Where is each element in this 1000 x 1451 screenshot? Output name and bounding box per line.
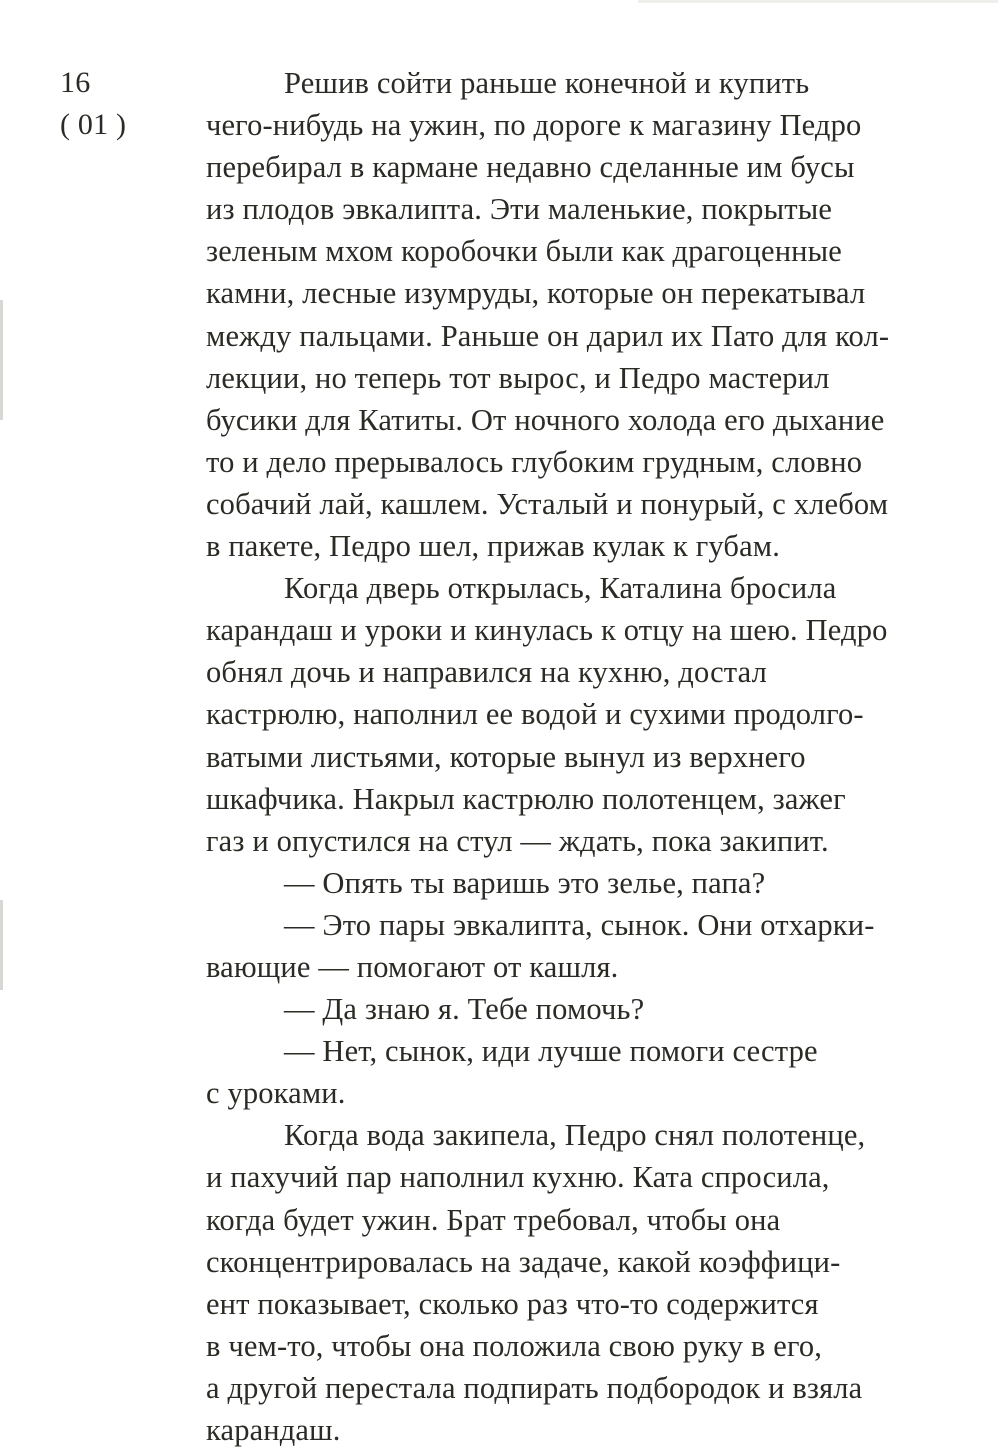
text-line: Решив сойти раньше конечной и купить [284, 66, 810, 100]
text-line: лекции, но теперь тот вырос, и Педро мастерил [206, 360, 830, 395]
text-line: то и дело прерывалось глубоким грудным, словно [206, 444, 863, 479]
text-line: с уроками. [206, 1076, 346, 1111]
chapter-mark: ( 01 ) [60, 108, 127, 141]
text-line: когда будет ужин. Брат требовал, чтобы она [206, 1202, 781, 1237]
text-line: — Опять ты варишь это зелье, папа? [284, 865, 766, 900]
text-line: карандаш и уроки и кинулась к отцу на шею. Педро [206, 613, 888, 648]
text-line: — Это пары эвкалипта, сынок. Они отхарки- [284, 907, 875, 942]
scan-edge-top [638, 0, 998, 3]
text-line: — Нет, сынок, иди лучше помоги сестре [284, 1034, 818, 1069]
text-line: карандаш. [206, 1413, 341, 1447]
text-line: между пальцами. Раньше он дарил их Пато для кол- [206, 318, 890, 353]
text-line: — Да знаю я. Тебе помочь? [284, 992, 645, 1027]
text-line: в пакете, Педро шел, прижав кулак к губам. [206, 529, 781, 564]
scan-edge-left-lower [0, 900, 3, 990]
text-line: кастрюлю, наполнил ее водой и сухими продолго- [206, 697, 864, 732]
text-line: зеленым мхом коробочки были как драгоценные [206, 234, 842, 269]
text-line: ватыми листьями, которые вынул из верхнего [206, 739, 806, 774]
text-line: шкафчика. Накрыл кастрюлю полотенцем, зажег [206, 781, 846, 816]
text-line: камни, лесные изумруды, которые он перекатывал [206, 276, 866, 311]
text-line: ент показывает, сколько раз что-то содержится [206, 1286, 819, 1321]
page-number: 16 [60, 66, 91, 99]
text-line: Когда дверь открылась, Каталина бросила [284, 571, 837, 606]
text-line: чего-нибудь на ужин, по дороге к магазину Педро [206, 108, 862, 143]
text-line: и пахучий пар наполнил кухню. Ката спросила, [206, 1160, 830, 1195]
margin-notes [60, 62, 126, 146]
text-line: обнял дочь и направился на кухню, достал [206, 655, 767, 690]
scan-edge-left [0, 300, 3, 420]
text-line: бусики для Катиты. От ночного холода его дыхание [206, 402, 885, 437]
text-line: вающие — помогают от кашля. [206, 949, 619, 984]
text-line: газ и опустился на стул — ждать, пока закипит. [206, 823, 829, 858]
text-line: Когда вода закипела, Педро снял полотенце, [284, 1118, 866, 1153]
text-line: а другой перестала подпирать подбородок и взяла [206, 1370, 863, 1405]
text-line: собачий лай, кашлем. Усталый и понурый, с хлебом [206, 486, 889, 521]
text-line: сконцентрировалась на задаче, какой коэффици- [206, 1244, 841, 1279]
text-line: перебирал в кармане недавно сделанные им бусы [206, 150, 855, 185]
text-line: в чем-то, чтобы она положила свою руку в его, [206, 1328, 823, 1363]
body-text [206, 62, 966, 1451]
text-line: из плодов эвкалипта. Эти маленькие, покрытые [206, 192, 833, 227]
